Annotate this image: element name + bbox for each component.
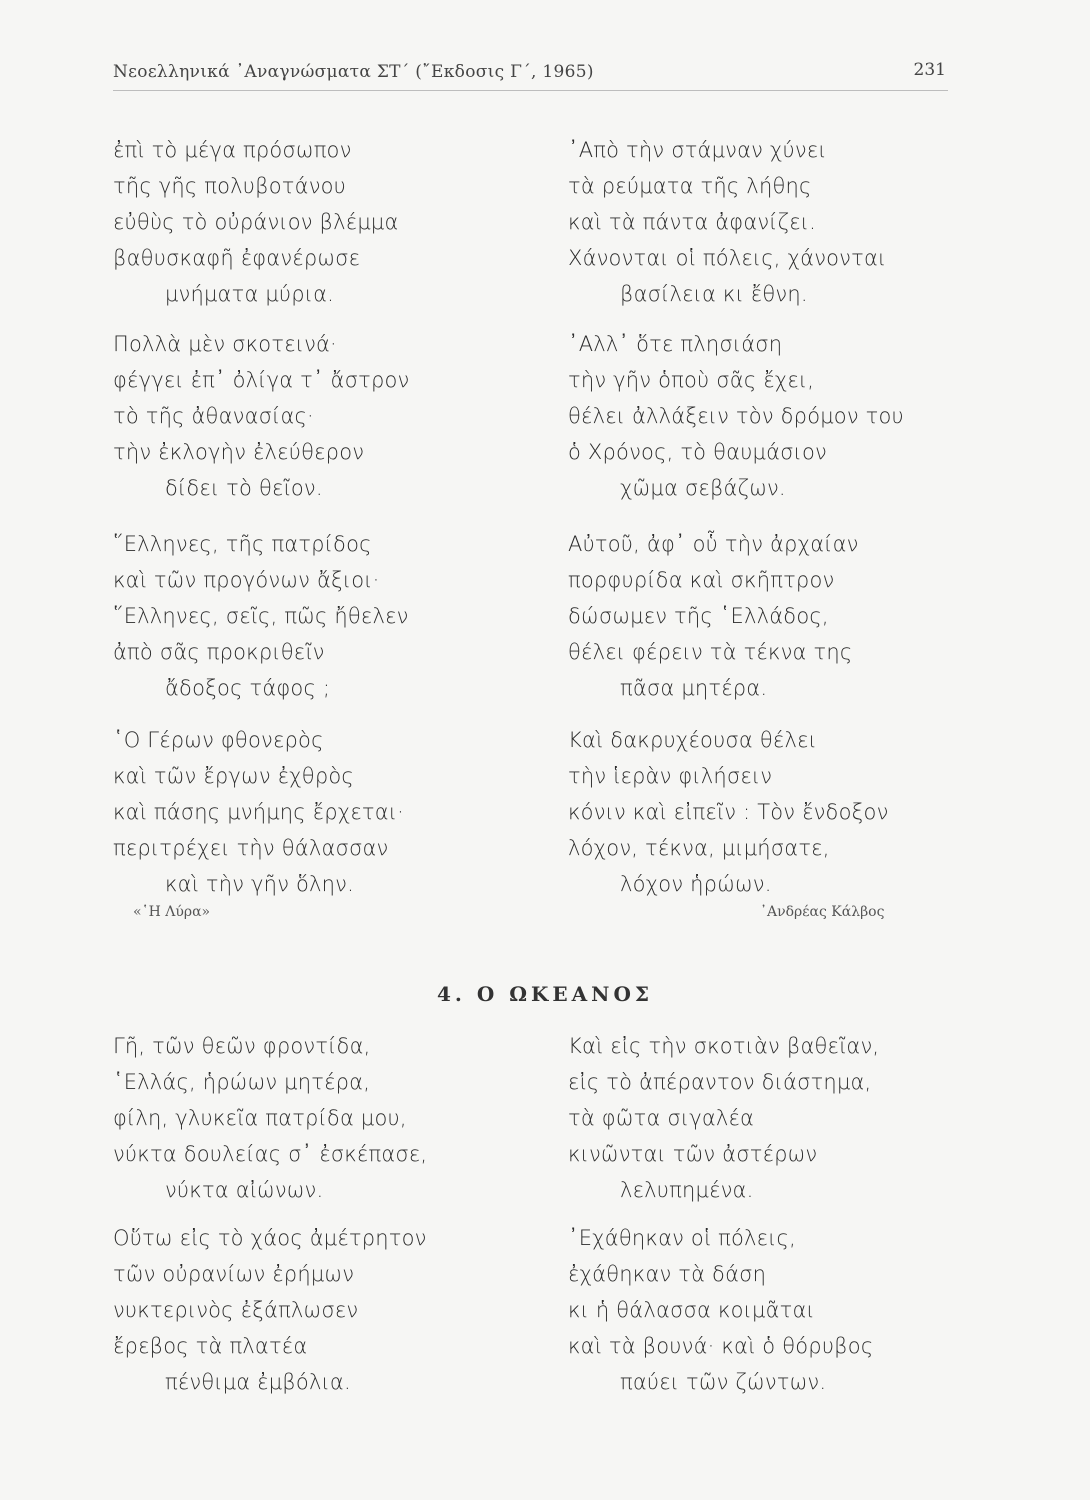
verse-line: εἰς τὸ ἀπέραντον διάστημα, (568, 1070, 872, 1094)
verse-line: Γῆ, τῶν θεῶν φροντίδα, (113, 1034, 371, 1058)
stanza (113, 526, 409, 722)
running-header (113, 60, 948, 91)
verse-line: τὰ ρεύματα τῆς λήθης (568, 174, 812, 198)
verse-line: ᾿Αλλ᾿ ὅτε πλησιάση (568, 332, 783, 356)
verse-line: φέγγει ἐπ᾿ ὀλίγα τ᾿ ἄστρον (113, 368, 410, 392)
verse-line: ῾Ελλάς, ἡρώων μητέρα, (113, 1070, 371, 1094)
stanza (113, 1028, 427, 1220)
verse-line: Χάνονται οἱ πόλεις, χάνονται (568, 246, 887, 270)
verse-line: βασίλεια κι ἔθνη. (620, 282, 808, 306)
poem1-right-column (568, 132, 904, 920)
stanza (113, 722, 409, 902)
verse-line: κόνιν καὶ εἰπεῖν : Τὸν ἔνδοξον (568, 800, 889, 824)
verse-line: Οὕτω εἰς τὸ χάος ἀμέτρητον (113, 1226, 427, 1250)
verse-line: φίλη, γλυκεῖα πατρίδα μου, (113, 1106, 407, 1130)
verse-line: λόχον ἡρώων. (620, 872, 772, 896)
stanza (568, 1220, 879, 1400)
verse-line: τῆς γῆς πολυβοτάνου (113, 174, 347, 198)
verse-line: νυκτερινὸς ἐξάπλωσεν (113, 1298, 359, 1322)
verse-line: καὶ τὰ βουνά· καὶ ὁ θόρυβος (568, 1334, 874, 1358)
verse-line: καὶ πάσης μνήμης ἔρχεται· (113, 800, 405, 824)
stanza (568, 1028, 879, 1220)
verse-line: τῶν οὐρανίων ἐρήμων (113, 1262, 355, 1286)
verse-line: Καὶ εἰς τὴν σκοτιὰν βαθεῖαν, (568, 1034, 880, 1058)
verse-line: δώσωμεν τῆς ῾Ελλάδος, (568, 604, 829, 628)
poem1-left-column (113, 132, 409, 920)
verse-line: Καὶ δακρυχέουσα θέλει (568, 728, 817, 752)
page-number: 231 (913, 60, 946, 80)
verse-line: ῾Ο Γέρων φθονερὸς (113, 728, 324, 752)
verse-line: ῞Ελληνες, σεῖς, πῶς ἤθελεν (113, 604, 409, 628)
verse-line: τὰ φῶτα σιγαλέα (568, 1106, 755, 1130)
stanza (113, 326, 409, 526)
verse-line: ᾿Εχάθηκαν οἱ πόλεις, (568, 1226, 796, 1250)
stanza (568, 526, 904, 722)
verse-line: παύει τῶν ζώντων. (620, 1370, 827, 1394)
stanza (568, 722, 904, 902)
verse-line: ἄδοξος τάφος ; (165, 676, 331, 700)
verse-line: Αὐτοῦ, ἀφ᾿ οὗ τὴν ἀρχαίαν (568, 532, 859, 556)
verse-line: Πολλὰ μὲν σκοτεινά· (113, 332, 337, 356)
verse-line: κινῶνται τῶν ἀστέρων (568, 1142, 818, 1166)
verse-line: μνήματα μύρια. (165, 282, 335, 306)
verse-line: περιτρέχει τὴν θάλασσαν (113, 836, 389, 860)
verse-line: ᾿Απὸ τὴν στάμναν χύνει (568, 138, 827, 162)
verse-line: λόχον, τέκνα, μιμήσατε, (568, 836, 830, 860)
verse-line: τὸ τῆς ἀθανασίας· (113, 404, 314, 428)
verse-line: ὁ Χρόνος, τὸ θαυμάσιον (568, 440, 827, 464)
verse-line: πορφυρίδα καὶ σκῆπτρον (568, 568, 835, 592)
verse-line: καὶ τῶν ἔργων ἐχθρὸς (113, 764, 354, 788)
verse-line: τὴν γῆν ὁποὺ σᾶς ἔχει, (568, 368, 815, 392)
stanza (568, 132, 904, 326)
verse-line: ἔρεβος τὰ πλατέα (113, 1334, 308, 1358)
verse-line: ῞Ελληνες, τῆς πατρίδος (113, 532, 372, 556)
verse-line: νύκτα δουλείας σ᾿ ἐσκέπασε, (113, 1142, 428, 1166)
verse-line: θέλει φέρειν τὰ τέκνα της (568, 640, 853, 664)
stanza (113, 1220, 427, 1400)
verse-line: νύκτα αἰώνων. (165, 1178, 324, 1202)
verse-line: πένθιμα ἐμβόλια. (165, 1370, 351, 1394)
verse-line: καὶ τὰ πάντα ἀφανίζει. (568, 210, 817, 234)
poem2-left-column (113, 1028, 427, 1400)
stanza (568, 326, 904, 526)
section-title: 4. Ο ΩΚΕΑΝΟΣ (436, 982, 654, 1006)
verse-line: θέλει ἀλλάξειν τὸν δρόμον του (568, 404, 904, 428)
verse-line: καὶ τὴν γῆν ὅλην. (165, 872, 354, 896)
stanza (113, 132, 409, 326)
poem-source: «῾Η Λύρα» (133, 904, 211, 920)
verse-line: τὴν ἐκλογὴν ἐλεύθερον (113, 440, 365, 464)
verse-line: πᾶσα μητέρα. (620, 676, 768, 700)
book-title: Νεοελληνικά ᾿Αναγνώσματα ΣΤ΄ (῎Εκδοσις Γ΄, 1965) (113, 62, 594, 82)
verse-line: ἀπὸ σᾶς προκριθεῖν (113, 640, 325, 664)
verse-line: ἐχάθηκαν τὰ δάση (568, 1262, 767, 1286)
verse-line: καὶ τῶν προγόνων ἄξιοι· (113, 568, 380, 592)
verse-line: λελυπημένα. (620, 1178, 754, 1202)
verse-line: δίδει τὸ θεῖον. (165, 476, 323, 500)
verse-line: βαθυσκαφῆ ἐφανέρωσε (113, 246, 361, 270)
verse-line: ἐπὶ τὸ μέγα πρόσωπον (113, 138, 352, 162)
verse-line: εὐθὺς τὸ οὐράνιον βλέμμα (113, 210, 399, 234)
verse-line: χῶμα σεβάζων. (620, 476, 786, 500)
poem-author: ᾿Ανδρέας Κάλβος (760, 904, 885, 920)
verse-line: τὴν ἱερὰν φιλήσειν (568, 764, 773, 788)
verse-line: κι ἡ θάλασσα κοιμᾶται (568, 1298, 815, 1322)
poem2-right-column (568, 1028, 879, 1400)
